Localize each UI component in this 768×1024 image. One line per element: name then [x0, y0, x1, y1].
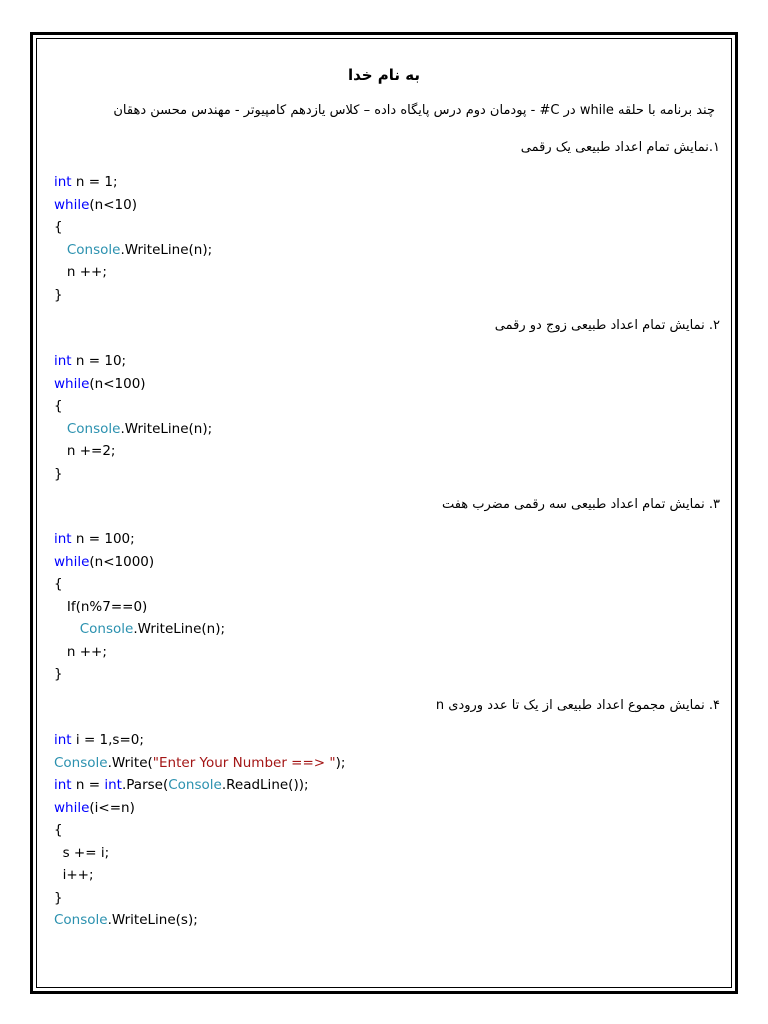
- section-4-heading: ۴. نمایش مجموع اعداد طبیعی از یک تا عدد ورودی n: [435, 698, 720, 713]
- code-line: [54, 194, 212, 217]
- section-2-heading: ۲. نمایش تمام اعداد طبیعی زوج دو رقمی: [494, 318, 720, 333]
- code-text: [54, 621, 80, 637]
- code-text: n = 10;: [71, 353, 127, 369]
- code-line: [54, 463, 212, 486]
- code-text: If(n%7==0): [54, 598, 148, 615]
- section-2-code: [54, 350, 212, 485]
- code-text: (n<1000): [89, 553, 155, 570]
- code-keyword: int: [54, 174, 72, 190]
- code-text: .Parse(: [121, 777, 169, 793]
- code-text: .WriteLine(n);: [120, 420, 213, 437]
- code-line: [54, 373, 212, 396]
- code-keyword: int: [54, 732, 72, 748]
- code-text: [54, 421, 67, 437]
- section-1-code: [54, 171, 212, 306]
- code-text: (i<=n): [89, 799, 135, 816]
- section-4-code: [54, 729, 345, 932]
- code-line: [54, 752, 345, 775]
- code-text: s += i;: [54, 844, 110, 861]
- code-text: n +=2;: [54, 443, 116, 459]
- code-line: [54, 418, 212, 441]
- code-line: [54, 284, 212, 307]
- code-text: i++;: [54, 867, 94, 883]
- code-line: [54, 528, 225, 551]
- code-string: "Enter Your Number ==> ": [152, 754, 336, 771]
- code-line: [54, 663, 225, 686]
- code-line: [54, 395, 212, 418]
- code-keyword: int: [54, 531, 72, 547]
- code-text: .WriteLine(n);: [120, 241, 213, 258]
- code-keyword: while: [54, 553, 90, 570]
- code-text: n = 100;: [71, 531, 135, 547]
- code-line: [54, 239, 212, 262]
- code-text: .WriteLine(n);: [133, 621, 226, 637]
- code-line: [54, 819, 345, 842]
- code-line: [54, 216, 212, 239]
- code-line: [54, 171, 212, 194]
- code-line: [54, 842, 345, 865]
- code-keyword: while: [54, 375, 90, 392]
- page-title: به نام خدا: [347, 66, 421, 84]
- code-line: [54, 729, 345, 752]
- code-type: Console: [54, 754, 108, 771]
- code-text: }: [54, 465, 63, 482]
- code-keyword: int: [104, 777, 122, 793]
- code-text: .WriteLine(s);: [107, 912, 198, 928]
- code-line: [54, 774, 345, 797]
- code-text: }: [54, 889, 63, 906]
- code-text: (n<10): [89, 196, 137, 213]
- code-text: i = 1,s=0;: [71, 732, 144, 748]
- code-text: (n<100): [89, 375, 146, 392]
- code-line: [54, 618, 225, 641]
- code-line: [54, 261, 212, 284]
- code-keyword: while: [54, 799, 90, 816]
- code-type: Console: [54, 912, 108, 928]
- code-text: n ++;: [54, 643, 107, 660]
- code-type: Console: [66, 420, 121, 437]
- code-line: [54, 887, 345, 910]
- code-keyword: while: [54, 196, 90, 213]
- code-line: [54, 641, 225, 664]
- code-line: [54, 440, 212, 463]
- code-text: }: [54, 666, 63, 682]
- code-text: .Write(: [107, 754, 153, 771]
- code-text: );: [335, 754, 346, 771]
- code-text: [54, 242, 67, 258]
- code-line: [54, 864, 345, 887]
- section-1-heading: ۱.نمایش تمام اعداد طبیعی یک رقمی: [520, 140, 720, 155]
- section-3-heading: ۳. نمایش تمام اعداد طبیعی سه رقمی مضرب هفت: [441, 497, 720, 512]
- code-line: [54, 573, 225, 596]
- code-text: {: [54, 219, 63, 235]
- code-text: {: [54, 822, 63, 838]
- code-type: Console: [168, 777, 222, 793]
- code-text: {: [54, 398, 63, 414]
- code-text: .ReadLine());: [221, 777, 309, 793]
- code-keyword: int: [54, 353, 72, 369]
- code-type: Console: [79, 621, 134, 637]
- code-line: [54, 596, 225, 619]
- code-text: {: [54, 576, 63, 592]
- code-type: Console: [66, 241, 121, 258]
- code-text: n = 1;: [71, 174, 118, 190]
- code-text: }: [54, 286, 63, 303]
- code-text: n ++;: [54, 264, 107, 280]
- code-keyword: int: [54, 777, 72, 793]
- code-line: [54, 350, 212, 373]
- section-3-code: [54, 528, 225, 686]
- code-text: n =: [71, 777, 105, 793]
- code-line: [54, 797, 345, 820]
- code-line: [54, 909, 345, 932]
- page-subtitle: چند برنامه با حلقه while در C# - پودمان دوم درس پایگاه داده – کلاس یازدهم کامپیوتر - مهندس محسن دهقان: [113, 103, 715, 118]
- code-line: [54, 551, 225, 574]
